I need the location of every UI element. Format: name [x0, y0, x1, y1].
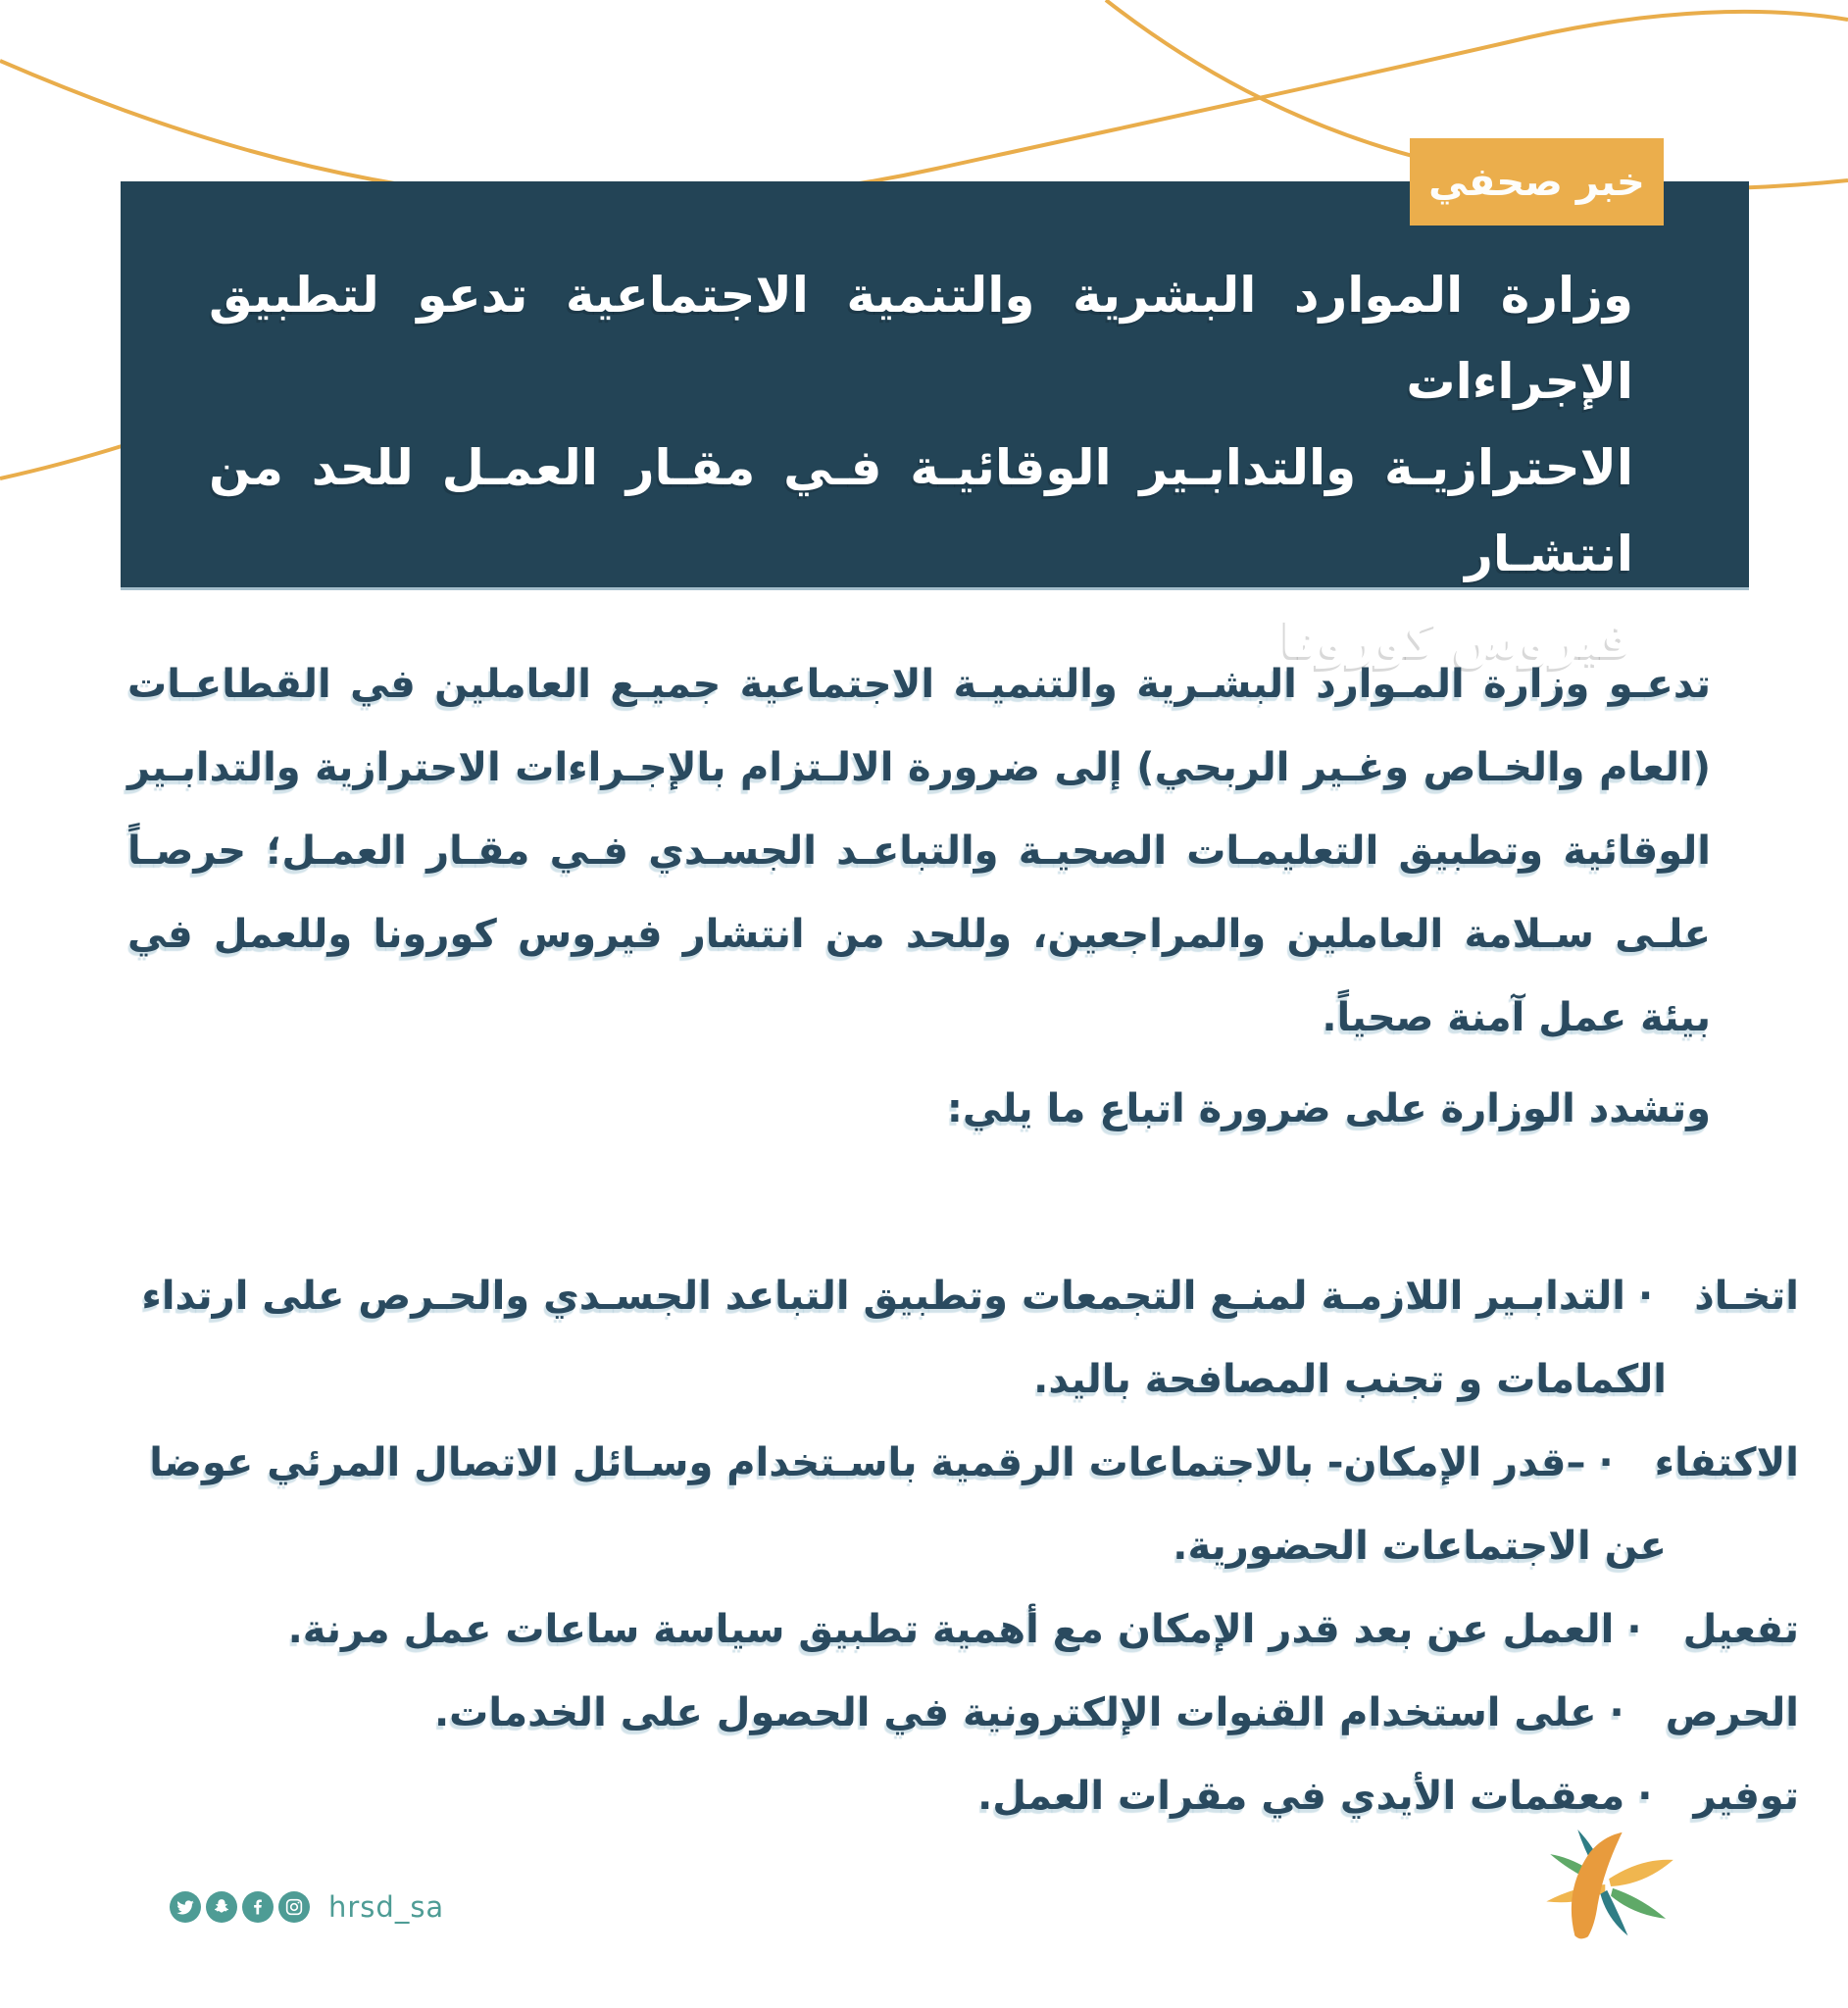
press-badge-label: خبر صحفي: [1428, 159, 1645, 205]
intro-paragraph: تدعـو وزارة المـوارد البشـرية والتنميـة الاجتماعية جميـع العاملين في القطاعـات (العام والخـاص وغـير الربحي) إلى ضرورة الالـتزام بالإجـراءات الاحترازية والتدابـير الوقائية وتطبيق التعليمـات الصحيـة والتباعـد الجسـدي فـي مقـار العمـل؛ حرصـاً علـى سـلامة العاملين والمراجعين، وللحد من انتشار فيروس كورونا وللعمل في بيئة عمل آمنة صحياً.: [127, 662, 1711, 1040]
title-line: وزارة الموارد البشرية والتنمية الاجتماعية تدعو لتطبيق الإجراءات: [209, 267, 1633, 410]
instagram-icon[interactable]: [278, 1891, 310, 1923]
hrsd-logo: [1546, 1830, 1679, 1941]
logo-leaf-yellow-right: [1609, 1860, 1673, 1886]
curve-left-lower: [0, 441, 137, 478]
section-heading: وتشدد الوزارة على ضرورة اتباع ما يلي:: [946, 1086, 1711, 1131]
bullet-item: اتخـاذ·التدابـير اللازمـة لمنـع التجمعات وتطبيق التباعد الجسـدي والحـرص على ارتداء الكمامات و تجنب المصافحة باليد.: [127, 1255, 1667, 1422]
social-handle: hrsd_sa: [328, 1890, 445, 1924]
bullet-marker: ·: [1637, 1774, 1653, 1819]
title-line: فيروس كورونا: [1280, 612, 1633, 669]
snapchat-icon[interactable]: [206, 1891, 237, 1923]
bullet-item: تفعيل·العمل عن بعد قدر الإمكان مع أهمية تطبيق سياسة ساعات عمل مرنة.: [127, 1588, 1667, 1672]
press-badge: [1410, 138, 1664, 226]
title-line: الاحترازيـة والتدابـير الوقائيـة فـي مقـار العمـل للحد من انتشـار: [209, 439, 1633, 582]
bullet-item: توفير·معقمات الأيدي في مقرات العمل.: [127, 1755, 1667, 1838]
bullet-item: الاكتفاء·–قدر الإمكان- بالاجتماعات الرقمية باسـتخدام وسـائل الاتصال المرئي عوضا عن الاجتماعات الحضورية.: [127, 1422, 1667, 1588]
bullet-marker: ·: [1598, 1440, 1614, 1485]
bullet-marker: ·: [1638, 1274, 1654, 1319]
footer-social-bar: [170, 1890, 444, 1924]
header-banner: [121, 181, 1749, 669]
twitter-icon[interactable]: [170, 1891, 201, 1923]
page-title: [121, 181, 1749, 683]
bullet-marker: ·: [1609, 1690, 1624, 1735]
article-body: [127, 643, 1799, 1838]
bullet-list: [127, 1255, 1799, 1838]
bullet-item: الحرص·على استخدام القنوات الإلكترونية في الحصول على الخدمات.: [127, 1672, 1667, 1755]
bullet-marker: ·: [1626, 1607, 1642, 1652]
facebook-icon[interactable]: [242, 1891, 274, 1923]
logo-leaf-green-right: [1611, 1888, 1666, 1919]
